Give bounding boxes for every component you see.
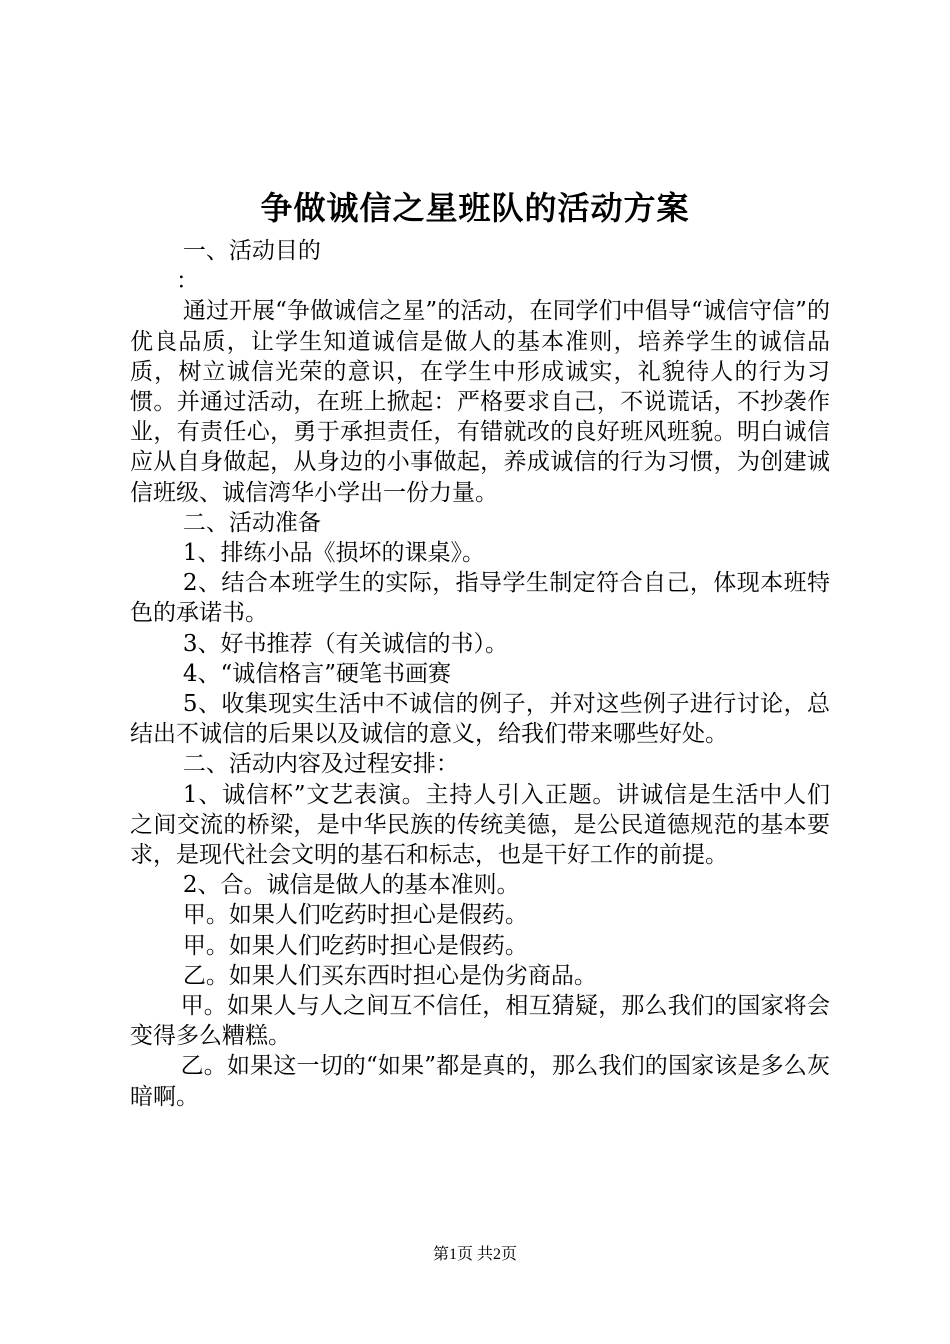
list-item: 5、收集现实生活中不诚信的例子，并对这些例子进行讨论，总结出不诚信的后果以及诚信的意义，给我们带来哪些好处。 bbox=[130, 691, 830, 748]
dialogue-line: 2、合。诚信是做人的基本准则。 bbox=[182, 872, 520, 899]
dialogue-line: 甲。如果人与人之间互不信任，相互猜疑，那么我们的国家将会变得多么糟糕。 bbox=[130, 993, 830, 1050]
dialogue-line: 乙。如果人们买东西时担心是伪劣商品。 bbox=[182, 962, 597, 989]
dialogue-line: 甲。如果人们吃药时担心是假药。 bbox=[182, 932, 528, 959]
list-item: 3、好书推荐（有关诚信的书）。 bbox=[182, 630, 509, 657]
section-heading-purpose: 一、活动目的 bbox=[182, 238, 321, 264]
document-title: 争做诚信之星班队的活动方案 bbox=[260, 189, 690, 227]
colon-line: ： bbox=[176, 268, 199, 295]
list-item: 2、结合本班学生的实际，指导学生制定符合自己，体现本班特色的承诺书。 bbox=[130, 570, 830, 627]
dialogue-line: 乙。如果这一切的“如果”都是真的，那么我们的国家该是多么灰暗啊。 bbox=[130, 1053, 830, 1110]
paragraph-performance: 1、诚信杯”文艺表演。主持人引入正题。讲诚信是生活中人们之间交流的桥梁，是中华民族的传统美德，是公民道德规范的基本要求，是现代社会文明的基石和标志，也是干好工作的前提。 bbox=[130, 781, 830, 869]
list-item: 1、排练小品《损坏的课桌》。 bbox=[182, 540, 486, 567]
section-heading-content: 二、活动内容及过程安排： bbox=[182, 751, 459, 778]
paragraph-purpose: 通过开展“争做诚信之星”的活动，在同学们中倡导“诚信守信”的优良品质，让学生知道诚信是做人的基本准则，培养学生的诚信品质，树立诚信光荣的意识，在学生中形成诚实，礼貌待人的行为习惯。并通过活动，在班上掀起：严格要求自己，不说谎话，不抄袭作业，有责任心，勇于承担责任，有错就改的良好班风班貌。明白诚信应从自身做起，从身边的小事做起，养成诚信的行为习惯，为创建诚信班级、诚信湾华小学出一份力量。 bbox=[130, 298, 830, 506]
document-body bbox=[130, 236, 830, 1112]
section-heading-preparation: 二、活动准备 bbox=[182, 509, 321, 536]
dialogue-line: 甲。如果人们吃药时担心是假药。 bbox=[182, 902, 528, 929]
list-item: 4、“诚信格言”硬笔书画赛 bbox=[182, 660, 452, 687]
page-footer: 第1页 共2页 bbox=[432, 1246, 517, 1263]
